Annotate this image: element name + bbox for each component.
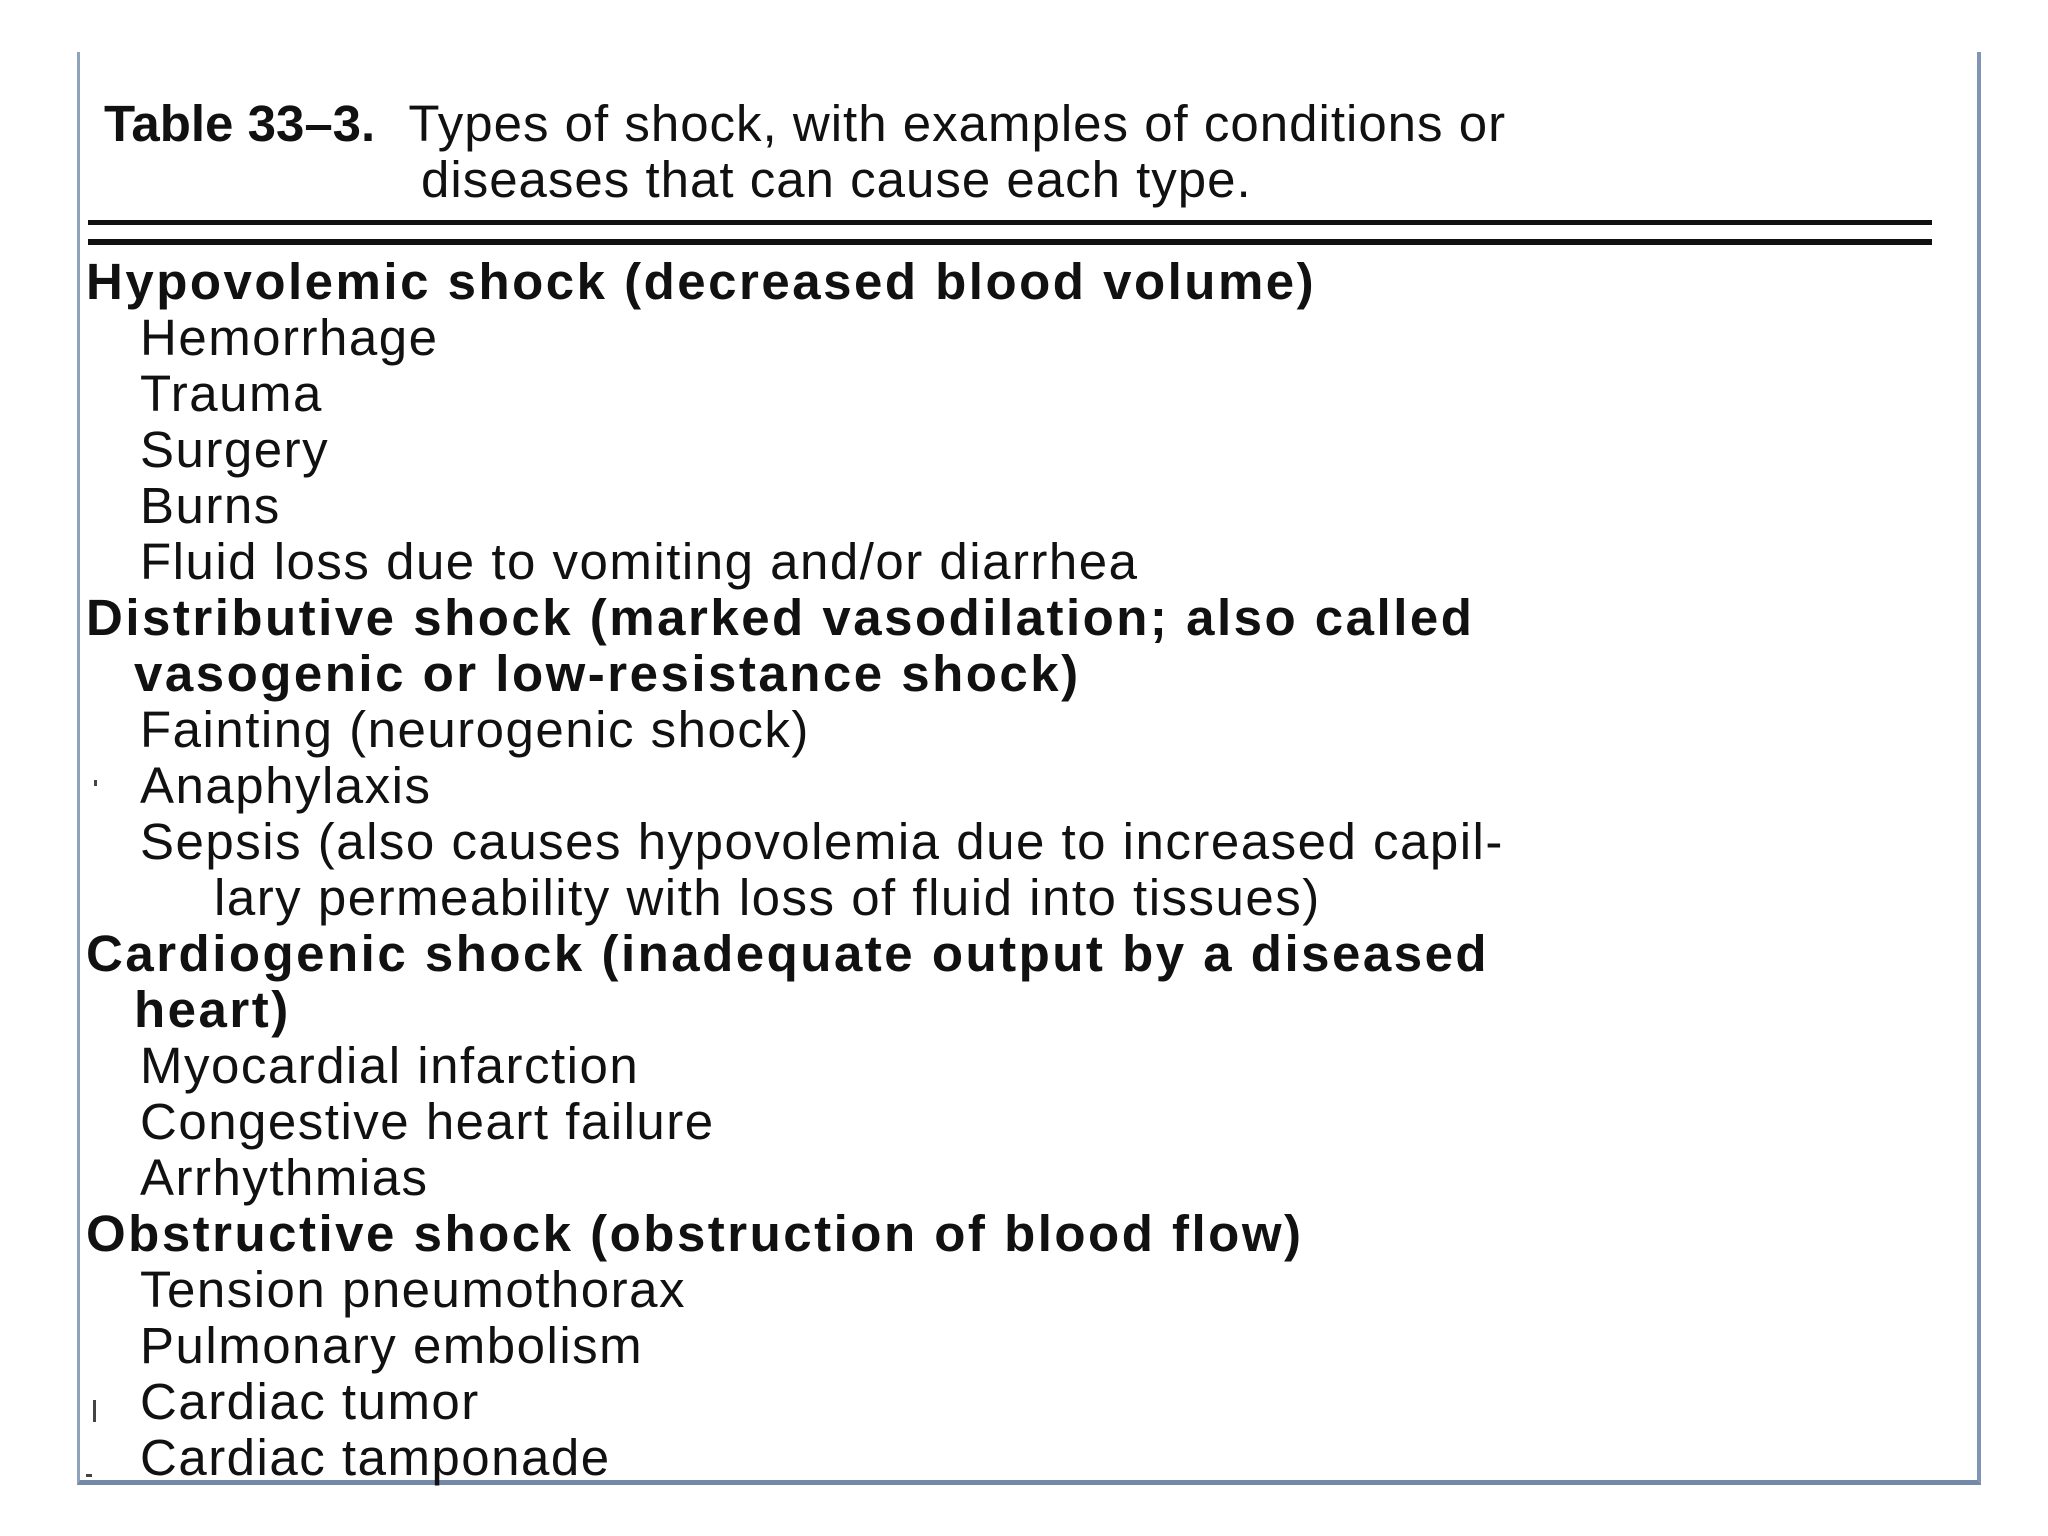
scan-speck: [86, 1474, 92, 1477]
list-item: Pulmonary embolism: [140, 1317, 644, 1374]
table-caption: [104, 96, 1944, 208]
top-rule-upper: [88, 220, 1932, 225]
section-heading-cardiogenic-cont: heart): [134, 981, 291, 1038]
list-item-continuation: lary permeability with loss of fluid into tissues): [214, 869, 1321, 926]
list-item: Cardiac tamponade: [140, 1429, 611, 1486]
section-heading-distributive-cont: vasogenic or low-resistance shock): [134, 645, 1081, 702]
table-body: [86, 254, 1946, 1486]
section-heading-distributive: Distributive shock (marked vasodilation; also called: [86, 589, 1475, 646]
list-item: Congestive heart failure: [140, 1093, 715, 1150]
table-title-line2: diseases that can cause each type.: [421, 151, 1252, 208]
list-item: Myocardial infarction: [140, 1037, 640, 1094]
list-item: Sepsis (also causes hypovolemia due to increased capil-: [140, 813, 1504, 870]
list-item: Cardiac tumor: [140, 1373, 480, 1430]
list-item: Fluid loss due to vomiting and/or diarrhea: [140, 533, 1139, 590]
scan-speck: [93, 1400, 96, 1422]
list-item: Tension pneumothorax: [140, 1261, 687, 1318]
section-heading-obstructive: Obstructive shock (obstruction of blood flow): [86, 1205, 1304, 1262]
section-heading-hypovolemic: Hypovolemic shock (decreased blood volume): [86, 253, 1317, 310]
list-item: Fainting (neurogenic shock): [140, 701, 810, 758]
scan-speck: [94, 780, 97, 786]
section-heading-cardiogenic: Cardiogenic shock (inadequate output by a diseased: [86, 925, 1490, 982]
list-item: Anaphylaxis: [140, 757, 432, 814]
list-item: Burns: [140, 477, 281, 534]
table-label: Table 33–3.: [104, 95, 376, 152]
list-item: Arrhythmias: [140, 1149, 429, 1206]
list-item: Surgery: [140, 421, 330, 478]
table-title-line1: Types of shock, with examples of conditions or: [408, 95, 1507, 152]
list-item: Trauma: [140, 365, 323, 422]
list-item: Hemorrhage: [140, 309, 439, 366]
top-rule-lower: [88, 239, 1932, 245]
